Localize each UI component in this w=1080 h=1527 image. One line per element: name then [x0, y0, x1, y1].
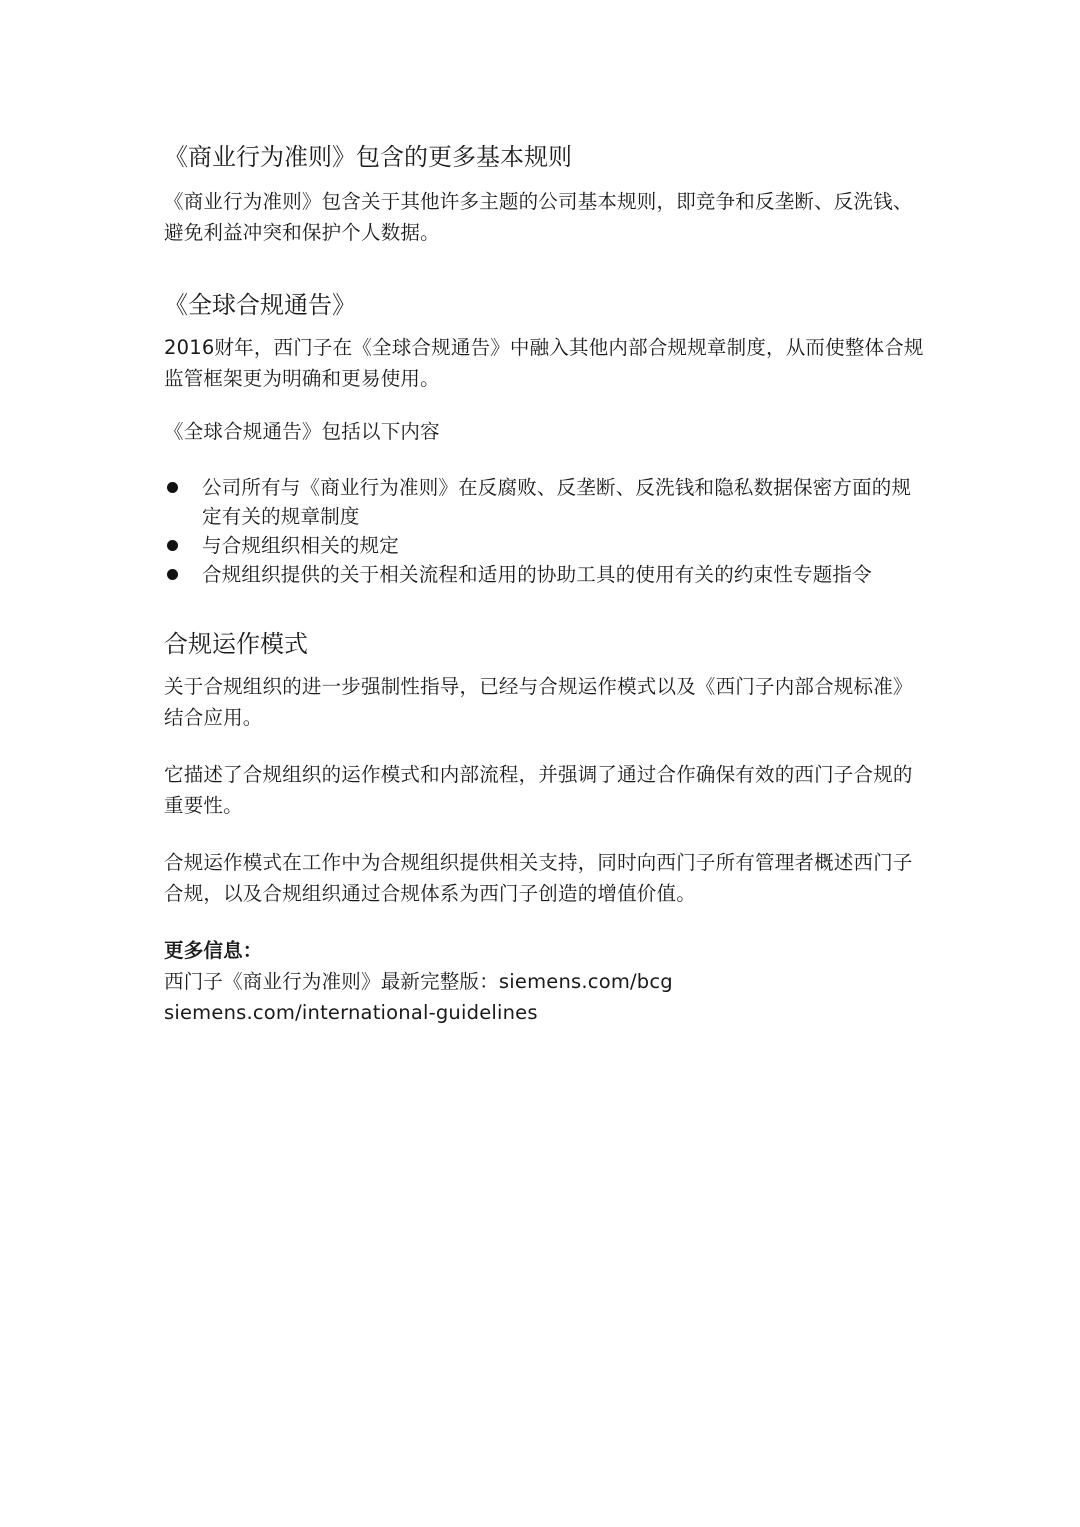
section-heading-operating-model: 合规运作模式: [164, 630, 308, 658]
more-info-line: [164, 997, 924, 1028]
bullet-icon: [167, 540, 178, 551]
list-item-text: 与合规组织相关的规定: [202, 534, 400, 557]
list-item: [164, 560, 924, 589]
list-item-text: 合规组织提供的关于相关流程和适用的协助工具的使用有关的约束性专题指令: [202, 563, 872, 586]
document-content: [164, 140, 924, 1028]
list-item: [164, 473, 924, 531]
section-paragraph: 《商业行为准则》包含关于其他许多主题的公司基本规则，即竞争和反垄断、反洗钱、避免利益冲突和保护个人数据。: [164, 190, 913, 244]
bullet-list: [164, 473, 924, 589]
bullet-icon: [167, 482, 178, 493]
section-heading-global-compliance: 《全球合规通告》: [164, 291, 356, 319]
more-info-line: [164, 966, 924, 997]
section-paragraph: 合规运作模式在工作中为合规组织提供相关支持，同时向西门子所有管理者概述西门子合规，以及合规组织通过合规体系为西门子创造的增值价值。: [164, 851, 913, 905]
section-paragraph: 2016财年，西门子在《全球合规通告》中融入其他内部合规规章制度，从而使整体合规监管框架更为明确和更易使用。: [164, 336, 924, 390]
more-info-prefix: 西门子《商业行为准则》最新完整版：: [164, 970, 499, 993]
bcg-link[interactable]: siemens.com/bcg: [498, 970, 673, 993]
list-item: [164, 531, 924, 560]
guidelines-link[interactable]: siemens.com/international-guidelines: [164, 1001, 538, 1024]
list-item-text: 公司所有与《商业行为准则》在反腐败、反垄断、反洗钱和隐私数据保密方面的规定有关的规章制度: [202, 476, 912, 528]
section-paragraph: 关于合规组织的进一步强制性指导，已经与合规运作模式以及《西门子内部合规标准》结合应用。: [164, 675, 913, 729]
bullet-icon: [167, 569, 178, 580]
section-paragraph: 它描述了合规组织的运作模式和内部流程，并强调了通过合作确保有效的西门子合规的重要性。: [164, 763, 913, 817]
section-heading-bcg-rules: 《商业行为准则》包含的更多基本规则: [164, 143, 572, 171]
more-info-label: 更多信息：: [164, 939, 263, 962]
section-paragraph: 《全球合规通告》包括以下内容: [164, 420, 440, 443]
